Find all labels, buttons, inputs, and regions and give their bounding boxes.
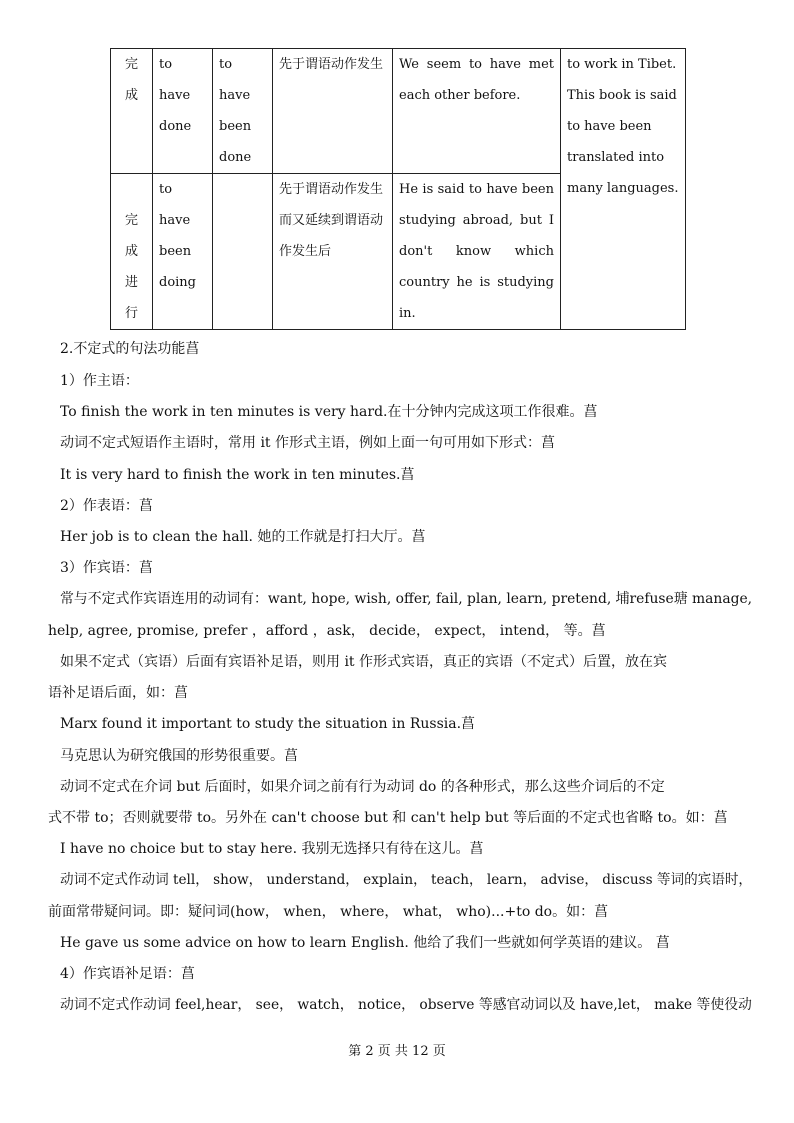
paragraph-line: 前面常带疑问词。即：疑问词(how， when， where， what， who)...+to do。如：菖 — [48, 904, 609, 920]
subheading-predicative: 2）作表语：菖 — [60, 498, 153, 514]
paragraph-line: 如果不定式（宾语）后面有宾语补足语，则用 it 作形式宾语，真正的宾语（不定式）后置，放在宾 — [60, 654, 668, 670]
subheading-object-complement: 4）作宾语补足语：菖 — [60, 966, 195, 982]
example-sentence: To finish the work in ten minutes is very hard.在十分钟内完成这项工作很难。菖 — [60, 404, 598, 420]
paragraph-line: 动词不定式短语作主语时，常用 it 作形式主语，例如上面一句可用如下形式：菖 — [60, 435, 556, 451]
example-sentence: Her job is to clean the hall. 她的工作就是打扫大厅。菖 — [60, 529, 426, 545]
example-sentence: He gave us some advice on how to learn English. 他给了我们一些就如何学英语的建议。 菖 — [60, 935, 670, 951]
example-sentence: I have no choice but to stay here. 我别无选择只有待在这儿。菖 — [60, 841, 484, 857]
paragraph-line: 式不带 to；否则就要带 to。另外在 can't choose but 和 can't help but 等后面的不定式也省略 to。如：菖 — [48, 810, 728, 826]
passive-form-cell: to have been done — [213, 49, 273, 174]
form-category-cell: 完 成 进 行 — [111, 174, 153, 330]
subheading-subject: 1）作主语： — [60, 373, 139, 389]
paragraph-line: 动词不定式作动词 tell， show， understand， explain， teach， learn， advise， discuss 等词的宾语时， — [60, 872, 753, 888]
active-form-cell: to have been doing — [153, 174, 213, 330]
example-cell-merged: to work in Tibet. This book is said to have been translated into many languages. — [561, 49, 686, 330]
table-row — [111, 49, 686, 174]
form-category-cell: 完 成 — [111, 49, 153, 174]
paragraph-line: 动词不定式在介词 but 后面时，如果介词之前有行为动词 do 的各种形式，那么这些介词后的不定 — [60, 779, 665, 795]
paragraph-line: help, agree, promise, prefer ，afford ，ask， decide， expect， intend， 等。菖 — [48, 623, 606, 639]
paragraph-line: 语补足语后面，如：菖 — [48, 685, 188, 701]
example-translation: 马克思认为研究俄国的形势很重要。菖 — [60, 748, 298, 764]
passive-form-cell — [213, 174, 273, 330]
section-heading: 2.不定式的句法功能菖 — [60, 341, 200, 357]
meaning-cell: 先于谓语动作发生而又延续到谓语动作发生后 — [273, 174, 393, 330]
example-cell: He is said to have been studying abroad, but I don't know which country he is studying in. — [393, 174, 561, 330]
example-sentence: It is very hard to finish the work in ten minutes.菖 — [60, 467, 415, 483]
subheading-object: 3）作宾语：菖 — [60, 560, 153, 576]
meaning-cell: 先于谓语动作发生 — [273, 49, 393, 174]
infinitive-forms-table — [110, 48, 686, 330]
active-form-cell: to have done — [153, 49, 213, 174]
example-cell: We seem to have met each other before. — [393, 49, 561, 174]
example-sentence: Marx found it important to study the situation in Russia.菖 — [60, 716, 476, 732]
page-footer: 第 2 页 共 12 页 — [348, 1044, 446, 1059]
paragraph-line: 动词不定式作动词 feel,hear， see， watch， notice， observe 等感官动词以及 have,let， make 等使役动 — [60, 997, 752, 1013]
paragraph-line: 常与不定式作宾语连用的动词有：want, hope, wish, offer, fail, plan, learn, pretend, 埔refuse瑭 manage, — [60, 591, 753, 607]
